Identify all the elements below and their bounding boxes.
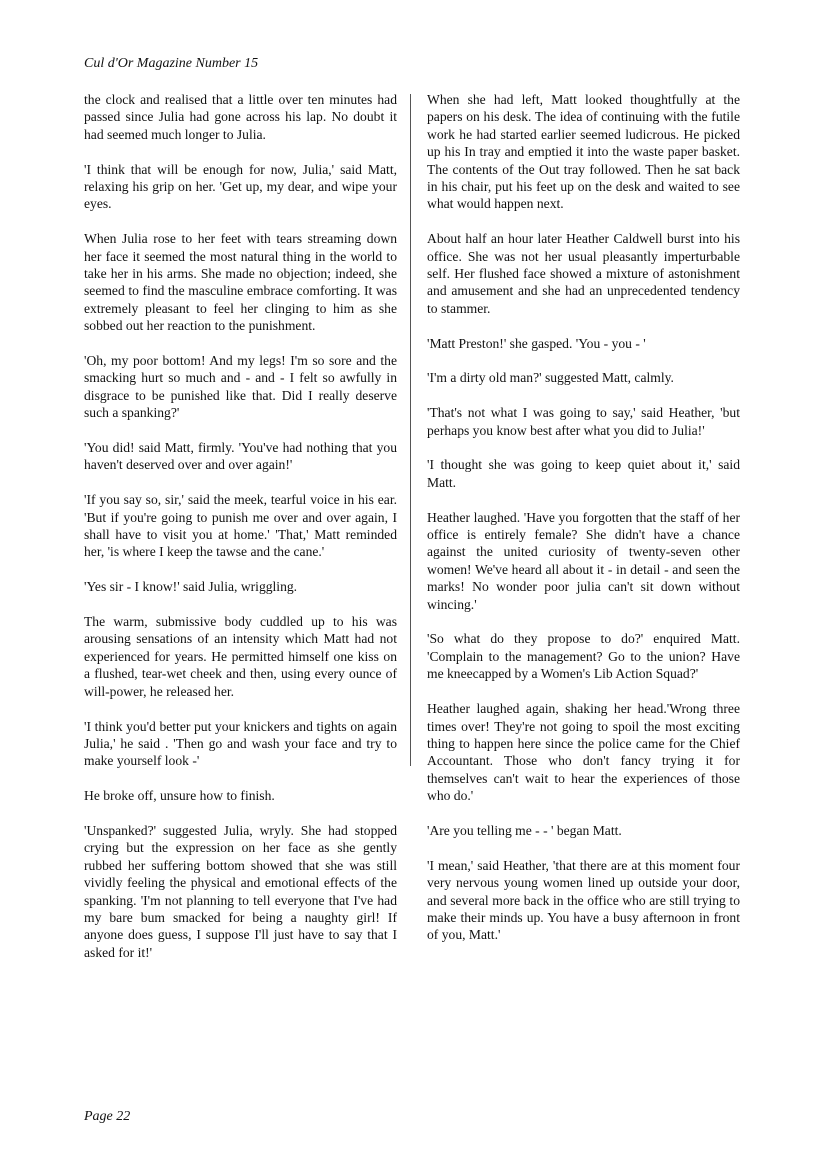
paragraph: When she had left, Matt looked thoughtfully at the papers on his desk. The idea of continuing with the futile work he had started earlier seemed ludicrous. He picked up his In tray and emptied it into the waste paper basket. The contents of the Out tray followed. Then he sat back in his chair, put his feet up on the desk and waited to see what would happen next. bbox=[427, 92, 740, 212]
running-header: Cul d'Or Magazine Number 15 bbox=[84, 56, 259, 71]
paragraph: 'You did! said Matt, firmly. 'You've had nothing that you haven't deserved over and over again!' bbox=[84, 440, 397, 473]
paragraph: the clock and realised that a little over ten minutes had passed since Julia had gone across his lap. No doubt it had seemed much longer to Julia. bbox=[84, 92, 397, 142]
paragraph: He broke off, unsure how to finish. bbox=[84, 788, 275, 804]
paragraph: 'So what do they propose to do?' enquired Matt. 'Complain to the management? Go to the union? Have me kneecapped by a Women's Lib Action Squad?' bbox=[427, 631, 740, 682]
paragraph: Heather laughed. 'Have you forgotten that the staff of her office is entirely female? She didn't have a chance against the united curiosity of twenty-seven other women! We've heard all about it - in detail - and seen the marks! No wonder poor julia can't sit down without wincing.' bbox=[427, 509, 740, 612]
paragraph: 'Oh, my poor bottom! And my legs! I'm so sore and the smacking hurt so much and - and - I felt so awfully in disgrace to be punished like that. Did I really deserve such a spanking?' bbox=[84, 353, 397, 421]
paragraph: 'I'm a dirty old man?' suggested Matt, calmly. bbox=[427, 370, 674, 386]
paragraph: When Julia rose to her feet with tears streaming down her face it seemed the most natural thing in the world to take her in his arms. She made no objection; indeed, she seemed to find the masculine embrace comforting. It was extremely pleasant to feel her clinging to him as she sobbed out her reaction to the punishment. bbox=[84, 231, 397, 334]
page-number: Page 22 bbox=[84, 1109, 131, 1124]
left-column bbox=[84, 91, 397, 979]
paragraph: 'I thought she was going to keep quiet about it,' said Matt. bbox=[427, 457, 740, 490]
column-divider bbox=[410, 94, 411, 766]
paragraph: The warm, submissive body cuddled up to his was arousing sensations of an intensity which Matt had not experienced for years. He permitted himself one kiss on a flushed, tear-wet cheek and then, using every ounce of will-power, he released her. bbox=[84, 614, 397, 699]
paragraph: 'Are you telling me - - ' began Matt. bbox=[427, 822, 622, 838]
paragraph: 'I think that will be enough for now, Julia,' said Matt, relaxing his grip on her. 'Get up, my dear, and wipe your eyes. bbox=[84, 161, 397, 212]
paragraph: 'Unspanked?' suggested Julia, wryly. She had stopped crying but the expression on her face as she gently rubbed her suffering bottom showed that she was still vividly feeling the physical and emotional effects of the spanking. 'I'm not planning to tell everyone that I've had my bare bum smacked for being a naughty girl! If anyone does guess, I suppose I'll just have to say that I asked for it!' bbox=[84, 822, 397, 960]
paragraph: 'I mean,' said Heather, 'that there are at this moment four very nervous young women lined up outside your door, and several more back in the office who are still trying to make their minds up. You have a busy afternoon in front of you, Matt.' bbox=[427, 857, 740, 943]
paragraph: 'If you say so, sir,' said the meek, tearful voice in his ear. 'But if you're going to punish me over and over again, I shall have to visit you at home.' 'That,' Matt reminded her, 'is where I keep the tawse and the cane.' bbox=[84, 492, 397, 560]
paragraph: 'Matt Preston!' she gasped. 'You - you - ' bbox=[427, 335, 646, 351]
paragraph: Heather laughed again, shaking her head.'Wrong three times over! They're not going to spoil the most exciting thing to happen here since the police came for the Chief Accountant. Those who don't fancy trying it for themselves can't wait to hear the experiences of those who do.' bbox=[427, 701, 740, 804]
paragraph: 'Yes sir - I know!' said Julia, wriggling. bbox=[84, 579, 298, 595]
right-column bbox=[427, 91, 740, 961]
paragraph: 'I think you'd better put your knickers and tights on again Julia,' he said . 'Then go and wash your face and try to make yourself look -' bbox=[84, 718, 397, 769]
paragraph: About half an hour later Heather Caldwell burst into his office. She was not her usual pleasantly imperturbable self. Her flushed face showed a mixture of astonishment and amusement and she had an unprecedented tendency to stammer. bbox=[427, 231, 740, 316]
paragraph: 'That's not what I was going to say,' said Heather, 'but perhaps you know best after what you did to Julia!' bbox=[427, 405, 740, 438]
